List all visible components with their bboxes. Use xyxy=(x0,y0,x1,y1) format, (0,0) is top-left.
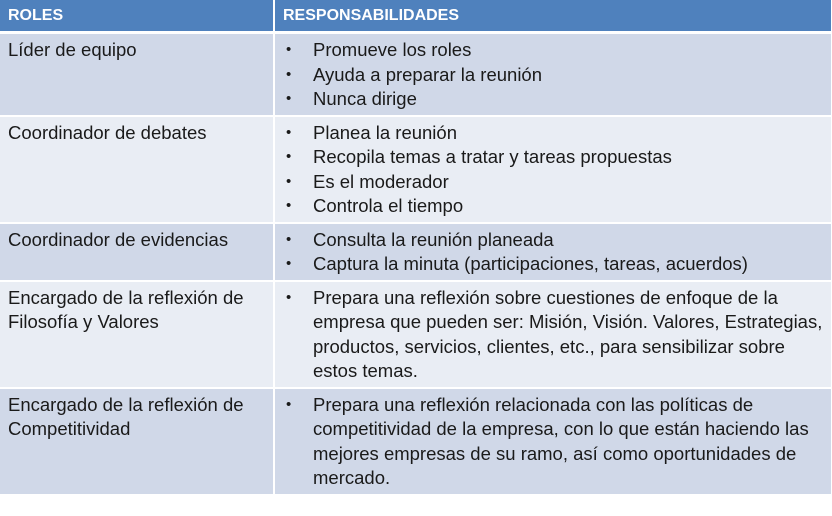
list-item xyxy=(283,170,825,195)
responsibilities-cell xyxy=(274,281,832,388)
list-item xyxy=(283,286,825,384)
responsibility-text: Captura la minuta (participaciones, tareas, acuerdos) xyxy=(313,253,748,274)
bullet-icon: • xyxy=(286,230,292,248)
table-row xyxy=(0,33,832,116)
responsibilities-cell xyxy=(274,33,832,116)
responsibility-text: Consulta la reunión planeada xyxy=(313,228,554,250)
table-row xyxy=(0,388,832,495)
responsibility-text: Recopila temas a tratar y tareas propuestas xyxy=(313,146,672,167)
responsibilities-cell xyxy=(274,223,832,281)
list-item xyxy=(283,252,825,277)
bullet-icon: • xyxy=(286,65,292,83)
responsibility-text: Prepara una reflexión sobre cuestiones de enfoque de la empresa que pueden ser: Misión, Visión. Valores, Estrategias, productos, servicios, clientes, etc., para sensibilizar sobre estos temas. xyxy=(313,286,823,381)
bullet-icon: • xyxy=(286,395,292,413)
responsibility-text: Prepara una reflexión relacionada con las políticas de competitividad de la empresa, con lo que están haciendo las mejores empresas de su ramo, así como oportunidades de mercado. xyxy=(313,393,809,488)
role-cell: Coordinador de evidencias xyxy=(0,223,274,281)
list-item xyxy=(283,393,825,491)
bullet-icon: • xyxy=(286,288,292,306)
list-item xyxy=(283,63,825,88)
responsibility-text: Controla el tiempo xyxy=(313,195,464,216)
list-item xyxy=(283,38,825,63)
responsibilities-cell xyxy=(274,116,832,223)
header-row xyxy=(0,0,832,33)
responsibility-text: Es el moderador xyxy=(313,170,449,192)
responsibility-text: Planea la reunión xyxy=(313,121,457,143)
responsibility-text: Ayuda a preparar la reunión xyxy=(313,63,543,85)
table-row xyxy=(0,116,832,223)
responsibility-list xyxy=(283,121,825,219)
list-item xyxy=(283,228,825,253)
bullet-icon: • xyxy=(286,255,292,272)
header-roles: ROLES xyxy=(0,0,274,33)
bullet-icon: • xyxy=(286,148,292,165)
responsibility-list xyxy=(283,393,825,491)
bullet-icon: • xyxy=(286,172,292,190)
table-row xyxy=(0,223,832,281)
bullet-icon: • xyxy=(286,197,292,214)
responsibility-list xyxy=(283,286,825,384)
role-cell: Líder de equipo xyxy=(0,33,274,116)
list-item xyxy=(283,145,825,170)
responsibility-list xyxy=(283,38,825,112)
bullet-icon: • xyxy=(286,123,292,141)
role-cell: Encargado de la reflexión de Filosofía y Valores xyxy=(0,281,274,388)
bullet-icon: • xyxy=(286,90,292,107)
list-item xyxy=(283,87,825,112)
role-cell: Coordinador de debates xyxy=(0,116,274,223)
list-item xyxy=(283,194,825,219)
list-item xyxy=(283,121,825,146)
role-cell: Encargado de la reflexión de Competitividad xyxy=(0,388,274,495)
header-responsibilities: RESPONSABILIDADES xyxy=(274,0,832,33)
responsibility-text: Nunca dirige xyxy=(313,88,417,109)
responsibility-text: Promueve los roles xyxy=(313,39,472,60)
responsibility-list xyxy=(283,228,825,277)
bullet-icon: • xyxy=(286,41,292,58)
responsibilities-cell xyxy=(274,388,832,495)
table-row xyxy=(0,281,832,388)
